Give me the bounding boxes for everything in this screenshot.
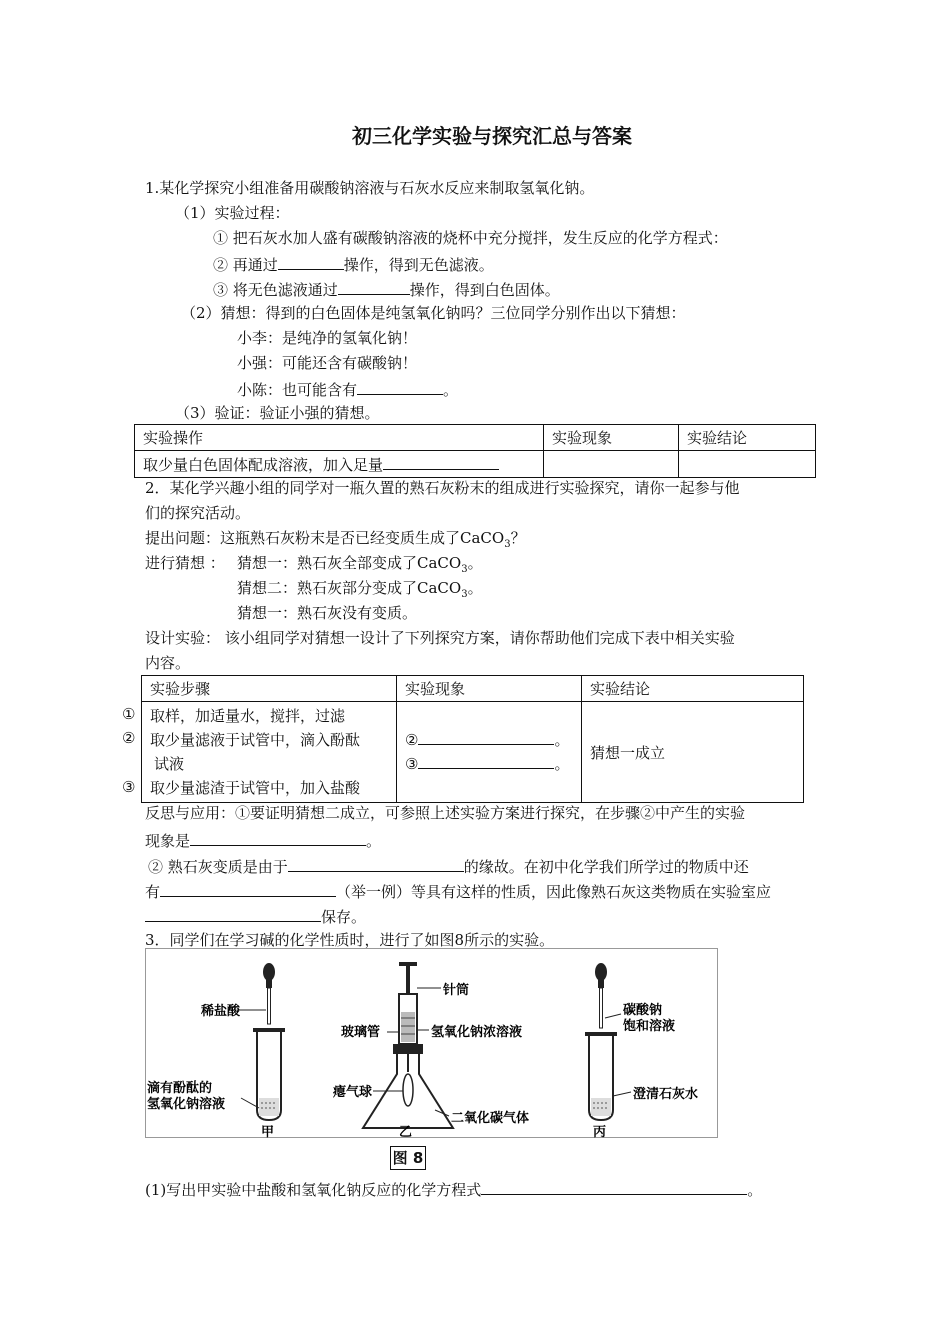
q2-design-line2: 内容。 <box>145 654 191 672</box>
balloon-icon <box>403 1074 413 1106</box>
q2-question-sub: 3 <box>504 539 511 550</box>
q2-guess1-a: 猜想一：熟石灰全部变成了CaCO <box>237 554 462 572</box>
q2-r2-a: ② 熟石灰变质是由于 <box>148 858 288 876</box>
label-hcl: 稀盐酸 <box>201 1004 241 1019</box>
leader-na2co3 <box>605 1014 621 1018</box>
q1-step3-text-b: 操作，得到白色固体。 <box>409 281 560 299</box>
q2-table <box>141 675 804 803</box>
label-jia: 甲 <box>261 1125 275 1138</box>
q2-guess2-a: 猜想二：熟石灰部分变成了CaCO <box>237 579 462 597</box>
q2-td-phenomenon <box>397 702 582 803</box>
q1-td-phenomenon[interactable] <box>544 451 679 478</box>
q2-r2-blank[interactable] <box>288 855 464 872</box>
q2-guess-label: 进行猜想 ： <box>145 554 225 572</box>
q2-reflect-blank[interactable] <box>190 829 366 846</box>
q1-th-conclusion: 实验结论 <box>679 425 816 451</box>
q2-guess1 <box>237 553 483 580</box>
q2-phen-2-num: ② <box>405 731 419 749</box>
q3-sub1-blank[interactable] <box>481 1178 747 1195</box>
q2-step-num-3: ③ <box>122 778 136 796</box>
q1-part3: （3）验证：验证小强的猜想。 <box>175 404 380 422</box>
q2-reflect-line2 <box>145 829 381 851</box>
q2-step2-cont: 试液 <box>154 755 185 773</box>
figure-caption: 图 8 <box>390 1146 426 1170</box>
q2-question-b: ？ <box>510 529 526 547</box>
q3-sub1-a: (1)写出甲实验中盐酸和氢氧化钠反应的化学方程式 <box>145 1181 482 1199</box>
label-yi: 乙 <box>399 1125 413 1138</box>
label-naoh-conc: 氢氧化钠浓溶液 <box>431 1025 523 1040</box>
label-glass: 玻璃管 <box>341 1025 381 1040</box>
q2-question-a: 提出问题：这瓶熟石灰粉末是否已经变质生成了CaCO <box>145 529 505 547</box>
q1-chen-text-b: 。 <box>443 381 459 399</box>
q2-r3-b: （举一例）等具有这样的性质，因此像熟石灰这类物质在实验室应 <box>336 883 772 901</box>
test-tube-bing-icon <box>585 1032 617 1120</box>
q2-reflect-line4 <box>145 880 771 902</box>
q2-line2: 们的探究活动。 <box>145 504 251 522</box>
q2-r4-b: 保存。 <box>321 908 367 926</box>
q2-phen-2: ② 。 <box>405 728 573 752</box>
label-na2co3-2: 饱和溶液 <box>623 1019 676 1034</box>
q2-guess1-sub: 3 <box>461 564 468 575</box>
q2-td-conclusion: 猜想一成立 <box>582 702 804 803</box>
syringe-icon <box>399 962 417 1044</box>
label-needle: 针筒 <box>443 983 470 998</box>
q1-table <box>134 424 816 478</box>
q2-guess3: 猜想一：熟石灰没有变质。 <box>237 604 418 622</box>
label-bing: 丙 <box>593 1125 607 1138</box>
label-na2co3-1: 碳酸钠 <box>623 1003 663 1018</box>
leader-limewater <box>613 1092 631 1096</box>
label-naoh-1: 滴有酚酞的 <box>147 1081 213 1096</box>
q2-r3-a: 有 <box>145 883 161 901</box>
flask-icon <box>363 1044 453 1128</box>
q1-th-phenomenon: 实验现象 <box>544 425 679 451</box>
experiment-figure <box>145 948 718 1138</box>
q1-step2-blank[interactable] <box>278 253 344 270</box>
figure-frame <box>146 949 718 1138</box>
q1-part1: （1）实验过程： <box>175 204 290 222</box>
q2-r2-b: 的缘故。在初中化学我们所学过的物质中还 <box>463 858 749 876</box>
q3-sub1-b: 。 <box>747 1181 763 1199</box>
q2-reflect-line3 <box>148 855 749 877</box>
q1-td-operation <box>135 451 544 478</box>
q2-reflect-a: 现象是 <box>145 832 191 850</box>
q1-chen-text-a: 小陈：也可能含有 <box>237 381 358 399</box>
q2-phen-3-num: ③ <box>405 755 419 773</box>
q1-part2: （2）猜想：得到的白色固体是纯氢氧化钠吗？三位同学分别作出以下猜想： <box>181 304 686 322</box>
test-tube-jia-icon <box>253 1028 285 1120</box>
q2-r3-blank[interactable] <box>160 880 336 897</box>
q2-phen-3-blank[interactable] <box>418 752 554 769</box>
label-naoh-2: 氢氧化钠溶液 <box>147 1097 226 1112</box>
q2-line1: 2．某化学兴趣小组的同学对一瓶久置的熟石灰粉末的组成进行实验探究，请你一起参与他 <box>145 479 740 497</box>
q1-guess-qiang: 小强：可能还含有碳酸钠！ <box>237 354 418 372</box>
q2-step-num-1: ① <box>122 705 136 723</box>
label-co2: 二氧化碳气体 <box>451 1111 530 1126</box>
q2-reflect-line1: 反思与应用：①要证明猜想二成立，可参照上述实验方案进行探究，在步骤②中产生的实验 <box>145 804 746 822</box>
q2-step-num-2: ② <box>122 729 136 747</box>
q2-guess1-b: 。 <box>467 554 483 572</box>
q1-step2-text-b: 操作，得到无色滤液。 <box>343 256 494 274</box>
q2-td-steps <box>142 702 397 803</box>
q1-step2-text-a: ② 再通过 <box>213 256 278 274</box>
q2-design-line1: 设计实验： 该小组同学对猜想一设计了下列探究方案，请你帮助他们完成下表中相关实验 <box>145 629 735 647</box>
q1-step3 <box>213 278 560 300</box>
q1-step3-text-a: ③ 将无色滤液通过 <box>213 281 338 299</box>
label-limewater: 澄清石灰水 <box>633 1087 699 1102</box>
label-balloon: 瘪气球 <box>333 1085 373 1100</box>
q1-td-conclusion[interactable] <box>679 451 816 478</box>
q2-reflect-line5 <box>145 905 366 927</box>
q2-r4-blank[interactable] <box>145 905 321 922</box>
q1-step2 <box>213 253 494 275</box>
q2-guess2-b: 。 <box>467 579 483 597</box>
q2-phen-3: ③ 。 <box>405 752 573 776</box>
q1-step3-blank[interactable] <box>338 278 410 295</box>
dropper-jia-icon <box>263 963 275 1024</box>
q1-th-operation: 实验操作 <box>135 425 544 451</box>
q1-row-blank[interactable] <box>383 453 499 470</box>
q2-th-phenomenon: 实验现象 <box>397 676 582 702</box>
q2-th-steps: 实验步骤 <box>142 676 397 702</box>
q1-guess-li: 小李：是纯净的氢氧化钠！ <box>237 329 418 347</box>
q1-guess-chen <box>237 378 458 400</box>
q2-question <box>145 528 526 555</box>
q3-sub1 <box>145 1178 762 1200</box>
q1-row-text: 取少量白色固体配成溶液，加入足量 <box>143 456 384 474</box>
q2-guess2 <box>237 578 483 605</box>
q2-th-conclusion: 实验结论 <box>582 676 804 702</box>
q2-reflect-b: 。 <box>366 832 382 850</box>
q2-step3: 取少量滤渣于试管中，加入盐酸 <box>150 779 361 797</box>
q2-step2: 取少量滤液于试管中，滴入酚酞 <box>150 731 361 749</box>
page-title: 初三化学实验与探究汇总与答案 <box>352 124 632 148</box>
q3-intro: 3．同学们在学习碱的化学性质时，进行了如图8所示的实验。 <box>145 931 555 949</box>
q1-intro: 1.某化学探究小组准备用碳酸钠溶液与石灰水反应来制取氢氧化钠。 <box>145 179 595 197</box>
q2-guess2-sub: 3 <box>461 589 468 600</box>
q1-step1: ① 把石灰水加人盛有碳酸钠溶液的烧杯中充分搅拌，发生反应的化学方程式： <box>213 229 728 247</box>
q2-phen-2-blank[interactable] <box>418 728 554 745</box>
q1-chen-blank[interactable] <box>357 378 443 395</box>
q2-step1: 取样，加适量水，搅拌，过滤 <box>150 707 346 725</box>
